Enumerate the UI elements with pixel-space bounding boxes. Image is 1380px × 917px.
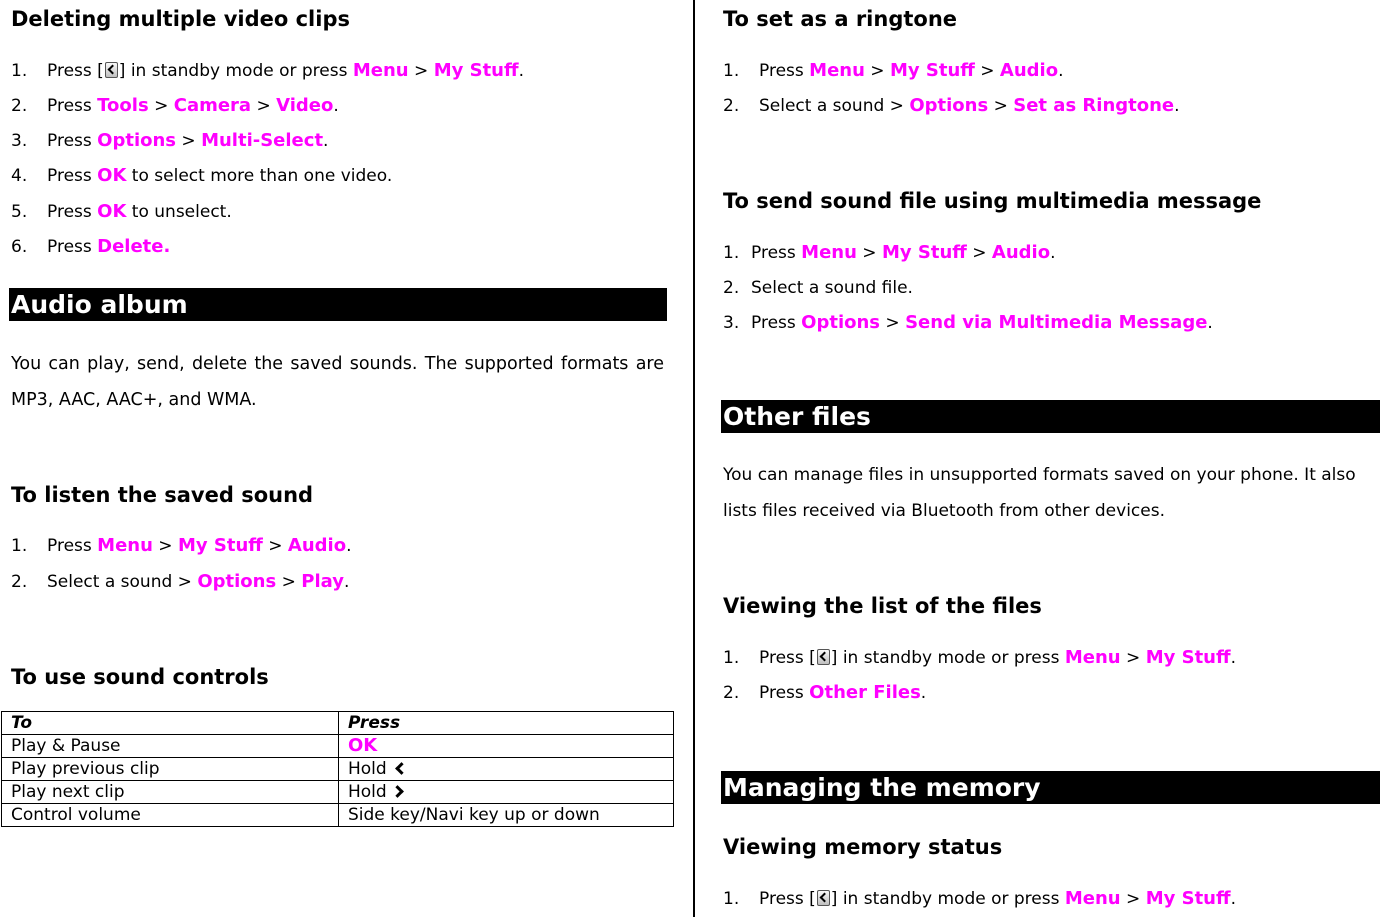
table-row — [2, 804, 674, 827]
table-row — [2, 735, 674, 758]
memory-section-bar: Managing the memory — [721, 771, 1380, 804]
table-cell-action: Control volume — [2, 804, 339, 827]
delete-video-step-5: 5. Press OK to unselect. — [11, 201, 232, 222]
deleting-video-heading: Deleting multiple video clips — [11, 7, 350, 31]
view-files-step-2: 2. Press Other Files. — [723, 682, 927, 703]
listen-sound-heading: To listen the saved sound — [11, 483, 314, 507]
memory-step-1: 1. Press [ ] in standby mode or press Menu > My Stuff. — [723, 888, 1236, 909]
table-row — [2, 781, 674, 804]
delete-video-step-4: 4. Press OK to select more than one video. — [11, 165, 393, 186]
ringtone-heading: To set as a ringtone — [723, 7, 958, 31]
chevron-left-icon — [393, 761, 404, 776]
table-row — [2, 758, 674, 781]
table-cell-action: Play & Pause — [2, 735, 339, 758]
left-soft-key-icon — [817, 890, 830, 906]
left-soft-key-icon — [105, 62, 118, 78]
send-mms-heading: To send sound file using multimedia message — [723, 189, 1262, 213]
delete-video-step-6: 6. Press Delete. — [11, 236, 171, 257]
listen-step-1: 1. Press Menu > My Stuff > Audio. — [11, 535, 352, 556]
send-mms-step-3: 3. Press Options > Send via Multimedia Message. — [723, 312, 1213, 333]
send-mms-step-1: 1. Press Menu > My Stuff > Audio. — [723, 242, 1056, 263]
ringtone-step-2: 2. Select a sound > Options > Set as Ringtone. — [723, 95, 1180, 116]
chevron-right-icon — [393, 784, 404, 799]
sound-controls-heading: To use sound controls — [11, 665, 269, 689]
table-cell-key: Side key/Navi key up or down — [339, 804, 674, 827]
view-files-heading: Viewing the list of the files — [723, 594, 1042, 618]
send-mms-step-2: 2. Select a sound file. — [723, 278, 913, 298]
other-files-description: You can manage files in unsupported formats saved on your phone. It also lists files received via Bluetooth from other devices. — [723, 465, 1356, 521]
view-files-step-1: 1. Press [ ] in standby mode or press Menu > My Stuff. — [723, 647, 1236, 668]
table-cell-key: Hold — [339, 781, 674, 804]
other-files-section-bar: Other files — [721, 400, 1380, 433]
table-cell-key: Hold — [339, 758, 674, 781]
delete-video-step-3: 3. Press Options > Multi-Select. — [11, 130, 329, 151]
listen-step-2: 2. Select a sound > Options > Play. — [11, 571, 350, 592]
delete-video-step-1: 1. Press [ ] in standby mode or press Menu > My Stuff. — [11, 60, 524, 81]
table-cell-action: Play previous clip — [2, 758, 339, 781]
left-soft-key-icon — [817, 649, 830, 665]
table-cell-action: Play next clip — [2, 781, 339, 804]
table-header-row — [2, 712, 674, 735]
sound-controls-table — [1, 711, 674, 827]
memory-status-heading: Viewing memory status — [723, 835, 1003, 859]
column-divider — [693, 0, 695, 917]
table-cell-key: OK — [339, 735, 674, 758]
column-header-to: To — [2, 712, 339, 735]
audio-album-description: You can play, send, delete the saved sounds. The supported formats are MP3, AAC, AAC+, and WMA. — [11, 354, 664, 410]
ringtone-step-1: 1. Press Menu > My Stuff > Audio. — [723, 60, 1064, 81]
audio-album-section-bar: Audio album — [9, 288, 667, 321]
column-header-press: Press — [339, 712, 674, 735]
delete-video-step-2: 2. Press Tools > Camera > Video. — [11, 95, 339, 116]
